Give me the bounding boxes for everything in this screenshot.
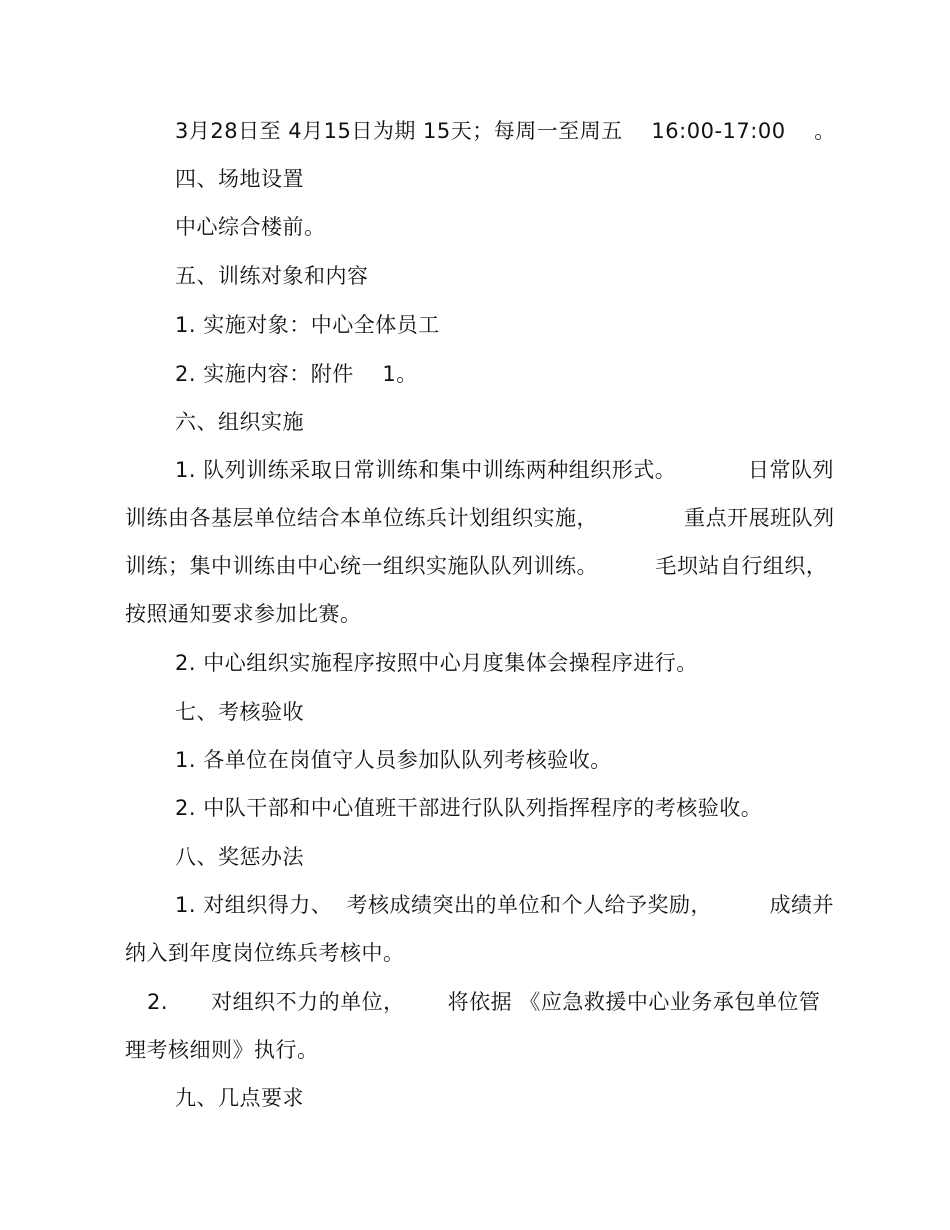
rewards-item-2-line-2: 理考核细则》执行。: [125, 1038, 319, 1062]
section-heading-requirements: 九、几点要求: [175, 1086, 304, 1110]
section-heading-organization: 六、组织实施: [175, 410, 304, 434]
rewards-item-1-line-2: 纳入到年度岗位练兵考核中。: [125, 941, 405, 965]
section-heading-assessment: 七、考核验收: [175, 700, 304, 724]
assessment-item-2: 2. 中队干部和中心值班干部进行队队列指挥程序的考核验收。: [175, 796, 763, 820]
section-heading-rewards: 八、奖惩办法: [175, 845, 304, 869]
assessment-item-1: 1. 各单位在岗值守人员参加队队列考核验收。: [175, 748, 612, 772]
organization-item-1-line-2: 训练由各基层单位结合本单位练兵计划组织实施， 重点开展班队列: [125, 506, 835, 530]
rewards-item-1-line-1: 1. 对组织得力、 考核成绩突出的单位和个人给予奖励， 成绩并: [175, 893, 834, 917]
organization-item-1-line-1: 1. 队列训练采取日常训练和集中训练两种组织形式。 日常队列: [175, 458, 834, 482]
organization-item-1-line-3: 训练；集中训练由中心统一组织实施队队列训练。 毛坝站自行组织，: [125, 554, 828, 578]
venue-text: 中心综合楼前。: [175, 215, 326, 239]
targets-item-2: 2. 实施内容：附件 1。: [175, 362, 418, 386]
targets-item-1: 1. 实施对象：中心全体员工: [175, 313, 440, 337]
rewards-item-2-line-1: 2. 对组织不力的单位， 将依据 《应急救援中心业务承包单位管: [147, 990, 821, 1014]
section-heading-venue: 四、场地设置: [175, 167, 304, 191]
organization-item-2: 2. 中心组织实施程序按照中心月度集体会操程序进行。: [175, 651, 698, 675]
schedule-line: 3月28日至 4月15日为期 15天；每周一至周五 16:00-17:00 。: [175, 119, 836, 143]
section-heading-targets: 五、训练对象和内容: [175, 264, 369, 288]
organization-item-1-line-4: 按照通知要求参加比赛。: [125, 602, 362, 626]
